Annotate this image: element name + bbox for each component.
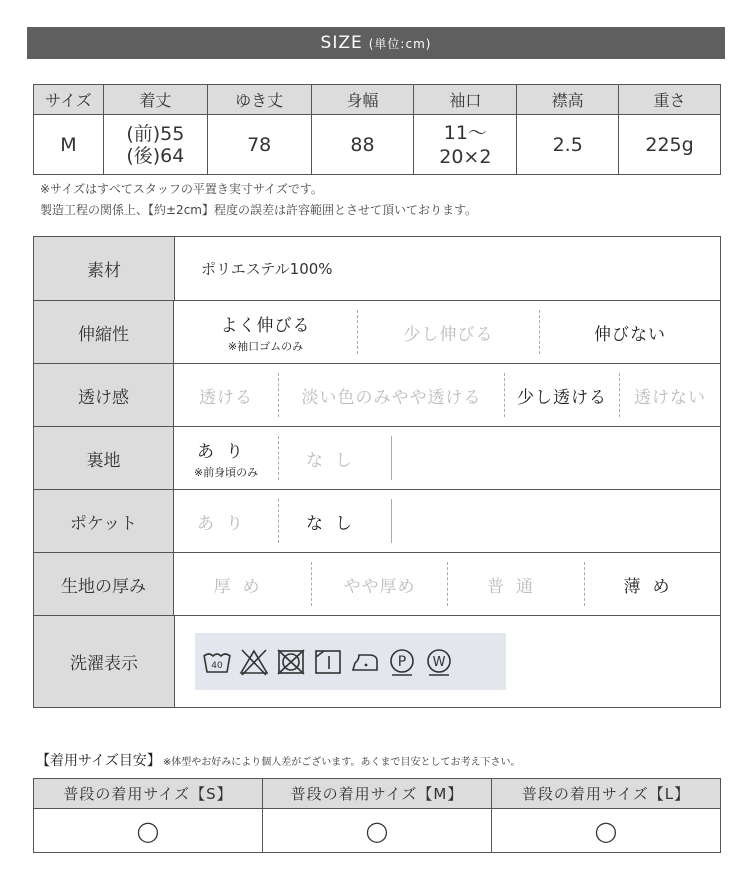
spec-row-pocket: [34, 489, 720, 552]
pocket-option-yes: あり: [197, 513, 255, 534]
lining-option-yes: [174, 436, 278, 480]
cell-size: M: [34, 115, 104, 175]
lining-note: ※前身頃のみ: [193, 465, 259, 479]
lining-empty: [391, 436, 720, 480]
size-table-row: [34, 115, 721, 175]
col-weight: 重さ: [619, 85, 721, 115]
cell-collar: 2.5: [517, 115, 619, 175]
stretch-option-high: [174, 310, 357, 354]
thickness-option-normal: 普通: [447, 562, 584, 606]
cell-weight: 225g: [619, 115, 721, 175]
dry-clean-p-icon: [386, 646, 418, 678]
col-cuff: 袖口: [414, 85, 517, 115]
cell-cuff-line2: 20×2: [439, 145, 492, 168]
svg-text:P: P: [397, 653, 407, 670]
col-sleeve: ゆき丈: [207, 85, 311, 115]
cell-cuff: [414, 115, 517, 175]
spec-options-lining: [174, 427, 720, 489]
size-table: [33, 84, 721, 175]
thickness-option-thick: 厚め: [213, 576, 272, 597]
fit-disclaimer: ※体型やお好みにより個人差がございます。あくまで目安としてお考え下さい。: [162, 757, 521, 768]
spec-table: [33, 236, 721, 708]
fit-title: [36, 750, 520, 770]
line-dry-shade-icon: [312, 646, 344, 678]
cell-length: [103, 115, 207, 175]
fit-mark-l: ◯: [492, 809, 721, 853]
spec-options-sheer: [174, 364, 720, 426]
no-bleach-icon: [238, 646, 270, 678]
spec-label-lining: 裏地: [34, 427, 174, 489]
col-width: 身幅: [311, 85, 414, 115]
spec-options-pocket: [174, 490, 720, 552]
size-unit: (単位:cm): [368, 36, 432, 51]
cell-sleeve: 78: [207, 115, 311, 175]
spec-options-stretch: [174, 301, 720, 363]
no-tumble-dry-icon: [275, 646, 307, 678]
thickness-option-thin: 薄め: [584, 562, 720, 606]
fit-table-header: [34, 779, 721, 809]
care-label-strip: [195, 633, 506, 690]
spec-row-material: [34, 237, 720, 300]
spec-label-stretch: 伸縮性: [34, 301, 174, 363]
pocket-empty: [391, 499, 720, 543]
svg-text:W: W: [432, 654, 446, 670]
stretch-note: ※袖口ゴムのみ: [227, 339, 304, 353]
fit-mark-s: ◯: [34, 809, 263, 853]
note-measure: ※サイズはすべてスタッフの平置き実寸サイズです。: [40, 182, 323, 196]
sheer-option-sheer: 透ける: [199, 387, 253, 408]
lining-option-no: なし: [278, 436, 391, 480]
spec-row-thickness: [34, 552, 720, 615]
spec-value-material: ポリエステル100%: [201, 260, 333, 278]
fit-col-s: 普段の着用サイズ【S】: [34, 779, 263, 809]
cell-cuff-line1: 11〜: [443, 121, 487, 144]
fit-title-text: 【着用サイズ目安】: [36, 753, 161, 769]
size-title: SIZE: [320, 33, 363, 53]
spec-row-lining: [34, 426, 720, 489]
spec-care-area: [175, 616, 720, 707]
fit-col-l: 普段の着用サイズ【L】: [492, 779, 721, 809]
fit-col-m: 普段の着用サイズ【M】: [263, 779, 492, 809]
wet-clean-w-icon: [423, 646, 455, 678]
spec-label-pocket: ポケット: [34, 490, 174, 552]
stretch-option-none: 伸びない: [539, 310, 720, 354]
col-length: 着丈: [103, 85, 207, 115]
note-tolerance: 製造工程の関係上、【約±2cm】程度の誤差は許容範囲とさせて頂いております。: [40, 203, 478, 217]
size-header: [27, 27, 725, 59]
size-table-header: [34, 85, 721, 115]
fit-table-row: [34, 809, 721, 853]
spec-row-stretch: [34, 300, 720, 363]
spec-label-material: 素材: [34, 237, 175, 300]
pocket-option-no: なし: [278, 499, 391, 543]
sheer-option-light-colors: 淡い色のみやや透ける: [278, 373, 504, 417]
wash-40-icon: [201, 646, 233, 678]
fit-table: [33, 778, 721, 853]
lining-option-yes-label: あり: [197, 441, 255, 462]
spec-label-sheer: 透け感: [34, 364, 174, 426]
cell-length-back: (後)64: [126, 144, 185, 167]
cell-length-front: (前)55: [126, 122, 185, 145]
spec-row-care: [34, 615, 720, 707]
sheer-option-none: 透けない: [619, 373, 720, 417]
fit-mark-m: ◯: [263, 809, 492, 853]
stretch-option-high-label: よく伸びる: [220, 315, 311, 336]
cell-width: 88: [311, 115, 414, 175]
spec-options-thickness: [174, 553, 720, 615]
size-notes: [40, 179, 477, 221]
spec-label-thickness: 生地の厚み: [34, 553, 174, 615]
wash-temp: 40: [211, 660, 223, 671]
iron-low-icon: [349, 646, 381, 678]
col-size: サイズ: [34, 85, 104, 115]
thickness-option-slightly-thick: やや厚め: [311, 562, 447, 606]
stretch-option-mid: 少し伸びる: [357, 310, 539, 354]
spec-label-care: 洗濯表示: [34, 616, 175, 707]
sheer-option-slightly: 少し透ける: [504, 373, 619, 417]
col-collar: 襟高: [517, 85, 619, 115]
spec-row-sheer: [34, 363, 720, 426]
